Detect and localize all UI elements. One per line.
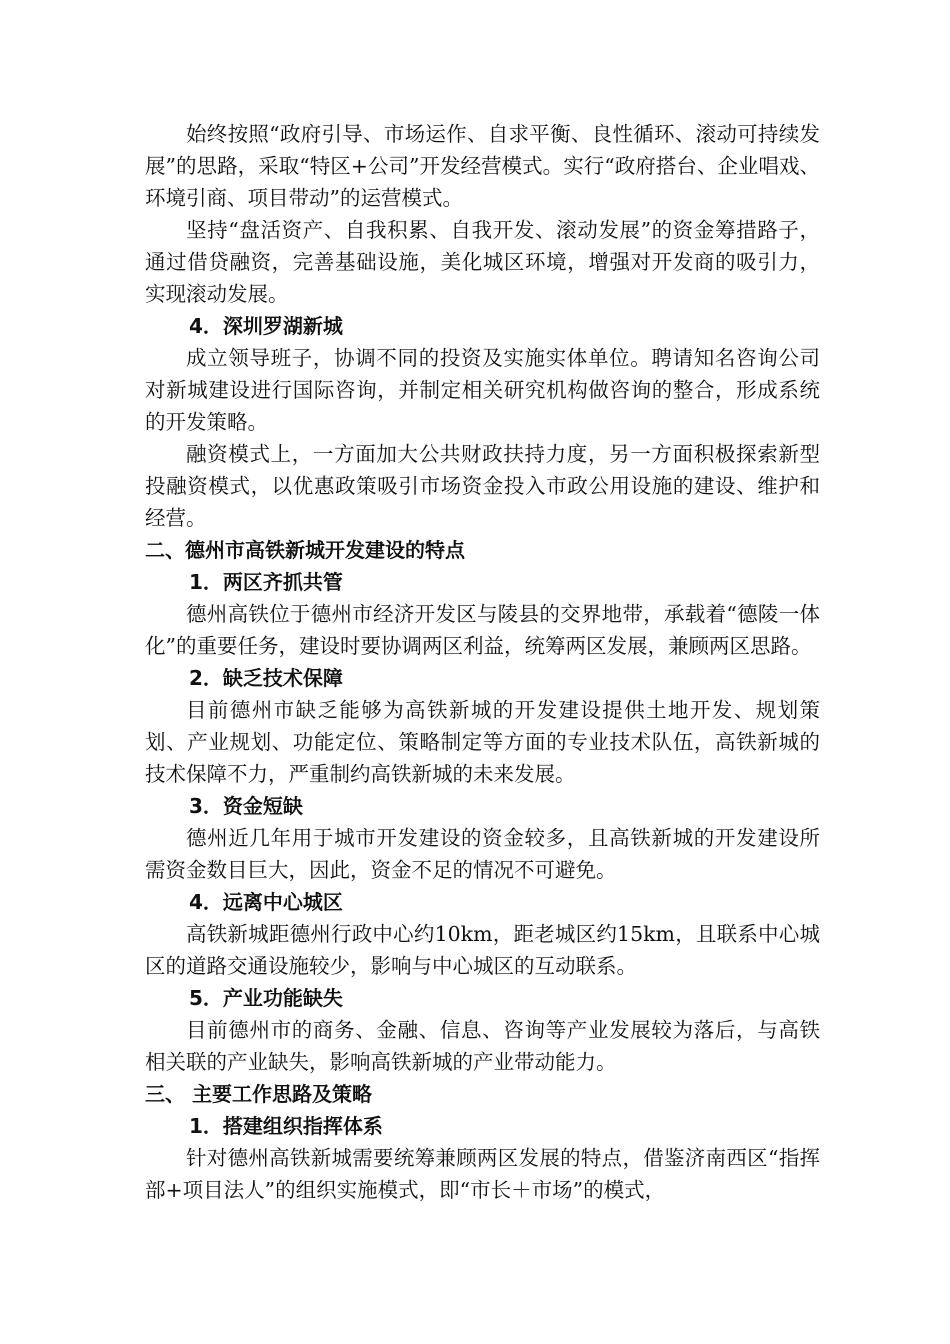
paragraph: 融资模式上，一方面加大公共财政扶持力度，另一方面积极探索新型投融资模式，以优惠政策吸引市场资金投入市政公用设施的建设、维护和经营。 — [145, 442, 820, 530]
document-body — [145, 118, 820, 1206]
paragraph: 目前德州市缺乏能够为高铁新城的开发建设提供土地开发、规划策划、产业规划、功能定位、策略制定等方面的专业技术队伍，高铁新城的技术保障不力，严重制约高铁新城的未来发展。 — [145, 698, 820, 786]
subheading: 2．缺乏技术保障 — [189, 666, 343, 690]
paragraph: 目前德州市的商务、金融、信息、咨询等产业发展较为落后，与高铁相关联的产业缺失，影响高铁新城的产业带动能力。 — [145, 1018, 820, 1074]
paragraph: 针对德州高铁新城需要统筹兼顾两区发展的特点，借鉴济南西区“指挥部+项目法人”的组织实施模式，即“市长＋市场”的模式， — [145, 1146, 820, 1202]
paragraph: 德州近几年用于城市开发建设的资金较多，且高铁新城的开发建设所需资金数目巨大，因此，资金不足的情况不可避免。 — [145, 826, 820, 882]
paragraph: 德州高铁位于德州市经济开发区与陵县的交界地带，承载着“德陵一体化”的重要任务，建设时要协调两区利益，统筹两区发展，兼顾两区思路。 — [145, 602, 820, 658]
subheading: 1．搭建组织指挥体系 — [189, 1114, 383, 1138]
subheading: 5．产业功能缺失 — [189, 986, 343, 1010]
paragraph: 坚持“盘活资产、自我积累、自我开发、滚动发展”的资金筹措路子，通过借贷融资，完善基础设施，美化城区环境，增强对开发商的吸引力，实现滚动发展。 — [145, 218, 820, 306]
section-heading: 二、德州市高铁新城开发建设的特点 — [145, 538, 465, 562]
subheading: 3．资金短缺 — [189, 794, 303, 818]
subheading: 4．深圳罗湖新城 — [189, 314, 343, 338]
subheading: 4．远离中心城区 — [189, 890, 343, 914]
subheading: 1．两区齐抓共管 — [189, 570, 343, 594]
paragraph: 成立领导班子，协调不同的投资及实施实体单位。聘请知名咨询公司对新城建设进行国际咨询，并制定相关研究机构做咨询的整合，形成系统的开发策略。 — [145, 346, 820, 434]
paragraph: 高铁新城距德州行政中心约10km，距老城区约15km，且联系中心城区的道路交通设施较少，影响与中心城区的互动联系。 — [145, 922, 820, 978]
paragraph: 始终按照“政府引导、市场运作、自求平衡、良性循环、滚动可持续发展”的思路，采取“特区+公司”开发经营模式。实行“政府搭台、企业唱戏、环境引商、项目带动”的运营模式。 — [145, 122, 820, 210]
section-heading: 三、 主要工作思路及策略 — [145, 1082, 372, 1106]
